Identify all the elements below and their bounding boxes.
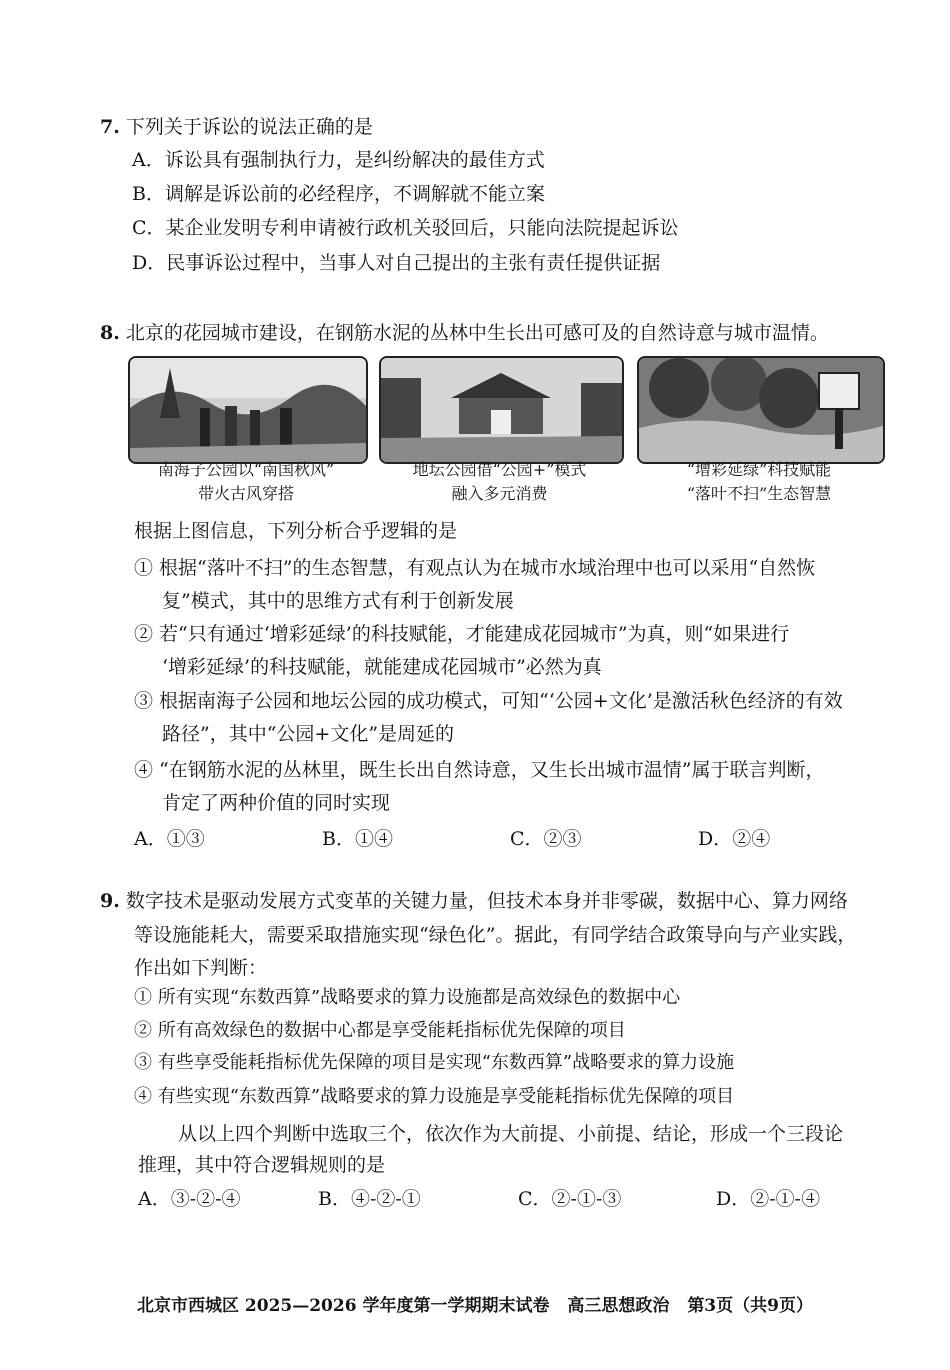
q9-stem-text-1: 数字技术是驱动发展方式变革的关键力量，但技术本身并非零碳，数据中心、算力网络 — [125, 890, 848, 912]
q9-prompt-line2: 推理，其中符合逻辑规则的是 — [138, 1154, 386, 1176]
q8-statement-1-line1: ① 根据“落叶不扫”的生态智慧，有观点认为在城市水域治理中也可以采用“自然恢 — [134, 557, 816, 579]
footer-exam-title: 北京市西城区 2025—2026 学年度第一学期期末试卷 — [137, 1296, 550, 1316]
q8-statement-4-line2: 肯定了两种价值的同时实现 — [162, 792, 391, 814]
temple-photo-illustration — [381, 358, 622, 462]
park-photo-illustration — [130, 358, 366, 462]
q8-choice-a: A．①③ — [134, 828, 205, 850]
q7-option-b: B．调解是诉讼前的必经程序，不调解就不能立案 — [132, 183, 545, 205]
q8-statement-3-line2: 路径”，其中“公园+文化”是周延的 — [162, 723, 455, 745]
q9-choice-d: D．②-①-④ — [716, 1188, 821, 1210]
q7-option-c: C．某企业发明专利申请被行政机关驳回后，只能向法院提起诉讼 — [132, 217, 679, 239]
footer-subject: 高三思想政治 — [567, 1296, 670, 1316]
q8-caption-2-line2: 融入多元消费 — [451, 484, 548, 503]
q7-number: 7. — [100, 116, 120, 138]
q8-stem-text: 北京的花园城市建设，在钢筋水泥的丛林中生长出可感可及的自然诗意与城市温情。 — [125, 322, 829, 344]
q8-caption-3-line1: “增彩延绿”科技赋能 — [686, 460, 832, 479]
q8-choice-b: B．①④ — [322, 828, 393, 850]
q8-statement-4-line1: ④ “在钢筋水泥的丛林里，既生长出自然诗意，又生长出城市温情”属于联言判断， — [134, 759, 825, 781]
q9-choice-c: C．②-①-③ — [518, 1188, 622, 1210]
q8-caption-1-line2: 带火古风穿搭 — [197, 484, 294, 503]
q8-choice-c: C．②③ — [510, 828, 582, 850]
q8-statement-1-line2: 复”模式，其中的思维方式有利于创新发展 — [162, 590, 514, 612]
q9-statement-4: ④ 有些实现“东数西算”战略要求的算力设施是享受能耗指标优先保障的项目 — [134, 1086, 735, 1107]
q9-statement-1: ① 所有实现“东数西算”战略要求的算力设施都是高效绿色的数据中心 — [134, 987, 681, 1008]
q7-option-a: A．诉讼具有强制执行力，是纠纷解决的最佳方式 — [132, 149, 545, 171]
q8-photo-ditan-park — [379, 356, 624, 464]
q8-stem — [100, 320, 829, 346]
footer-page-number: 第3页（共9页） — [687, 1296, 813, 1316]
q8-statement-2-line2: ‘增彩延绿’的科技赋能，就能建成花园城市”必然为真 — [162, 656, 602, 678]
q9-statement-3: ③ 有些享受能耗指标优先保障的项目是实现“东数西算”战略要求的算力设施 — [134, 1052, 735, 1073]
q8-caption-3 — [637, 458, 881, 506]
q9-choice-a: A．③-②-④ — [138, 1188, 241, 1210]
q9-choice-b: B．④-②-① — [318, 1188, 421, 1210]
q8-statement-2-line1: ② 若“只有通过‘增彩延绿’的科技赋能，才能建成花园城市”为真，则“如果进行 — [134, 623, 790, 645]
q8-caption-3-line2: “落叶不扫”生态智慧 — [686, 484, 832, 503]
q7-option-d: D．民事诉讼过程中，当事人对自己提出的主张有责任提供证据 — [132, 252, 661, 274]
q7-stem-text: 下列关于诉讼的说法正确的是 — [125, 116, 373, 138]
page-footer — [0, 1294, 950, 1318]
q8-choice-d: D．②④ — [698, 828, 771, 850]
q9-stem-line2: 等设施能耗大，需要采取措施实现“绿色化”。据此，有同学结合政策导向与产业实践， — [134, 924, 857, 946]
q9-stem-line3: 作出如下判断： — [134, 957, 268, 979]
q8-caption-2 — [379, 458, 620, 506]
q8-caption-2-line1: 地坛公园借“公园+”模式 — [412, 460, 587, 479]
q8-photo-leaves-tech — [637, 356, 885, 464]
q9-number: 9. — [100, 890, 120, 912]
leaves-photo-illustration — [639, 358, 883, 462]
q8-caption-1 — [128, 458, 364, 506]
q8-number: 8. — [100, 322, 120, 344]
q9-statement-2: ② 所有高效绿色的数据中心都是享受能耗指标优先保障的项目 — [134, 1020, 626, 1041]
q8-photo-nanhaizi-park — [128, 356, 368, 464]
q9-stem-line1 — [100, 888, 848, 914]
q9-prompt-line1: 从以上四个判断中选取三个，依次作为大前提、小前提、结论，形成一个三段论 — [178, 1123, 844, 1145]
q8-caption-1-line1: 南海子公园以“南国秋风” — [157, 460, 335, 479]
q8-statement-3-line1: ③ 根据南海子公园和地坛公园的成功模式，可知“‘公园+文化’是激活秋色经济的有效 — [134, 690, 843, 712]
q7-stem — [100, 114, 373, 140]
q8-prompt: 根据上图信息，下列分析合乎逻辑的是 — [134, 520, 458, 542]
